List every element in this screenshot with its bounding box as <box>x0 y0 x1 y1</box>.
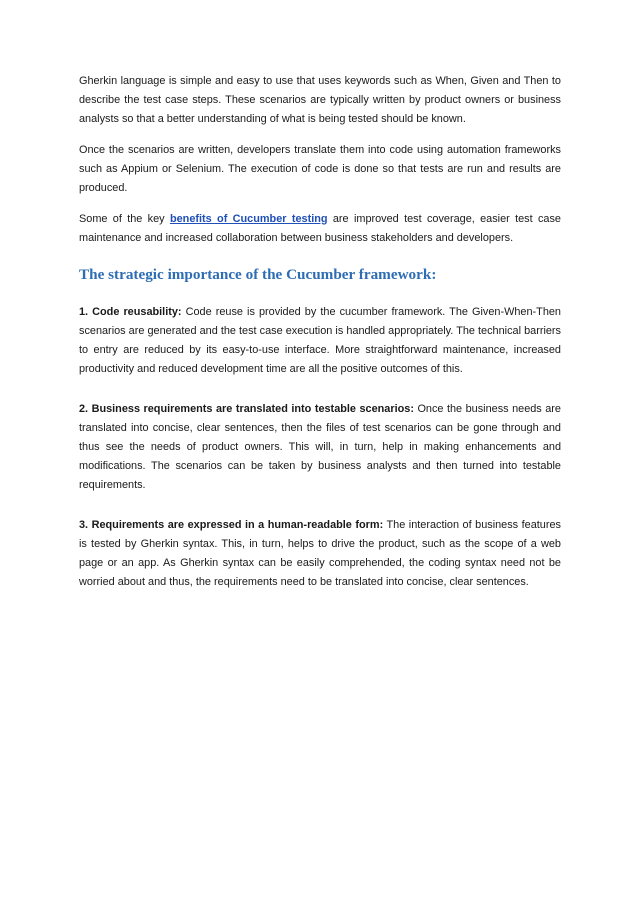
point-human-readable <box>79 516 561 592</box>
point-code-reusability <box>79 303 561 379</box>
point-lead: 1. Code reusability: <box>79 306 182 318</box>
benefits-text-before: Some of the key <box>79 213 170 225</box>
point-text: The interaction of business features is tested by Gherkin syntax. This, in turn, helps to drive the product, such as the scope of a web page or an app. As Gherkin syntax can be easily comprehended, the coding syntax need not be worried about and thus, the requirements need to be translated into concise, clear sentences. <box>79 519 561 588</box>
section-heading: The strategic importance of the Cucumber framework: <box>79 266 437 283</box>
point-business-requirements <box>79 400 561 495</box>
intro-paragraph-gherkin: Gherkin language is simple and easy to use that uses keywords such as When, Given and Then to describe the test case steps. These scenarios are typically written by product owners or business analysts so that a better understanding of what is being tested should be known. <box>79 75 561 125</box>
intro-paragraph-scenarios: Once the scenarios are written, developers translate them into code using automation frameworks such as Appium or Selenium. The execution of code is done so that tests are run and results are produced. <box>79 144 561 194</box>
document-page <box>79 72 561 613</box>
benefits-text-after: are improved test coverage, easier test case maintenance and increased collaboration between business stakeholders and developers. <box>79 213 561 244</box>
intro-paragraph-benefits <box>79 210 561 248</box>
point-text: Code reuse is provided by the cucumber framework. The Given-When-Then scenarios are generated and the test case execution is handled appropriately. The technical barriers to entry are reduced by its easy-to-use interface. More straightforward maintenance, increased productivity and reduced development time are all the positive outcomes of this. <box>79 306 561 375</box>
benefits-link[interactable]: benefits of Cucumber testing <box>169 213 328 225</box>
point-lead: 3. Requirements are expressed in a human-readable form: <box>79 519 384 531</box>
point-text: Once the business needs are translated into concise, clear sentences, then the files of test scenarios can be gone through and thus see the needs of product owners. This will, in turn, help in making enhancements and modifications. The scenarios can be taken by business analysts and then turned into testable requirements. <box>79 403 561 491</box>
point-lead: 2. Business requirements are translated into testable scenarios: <box>79 403 414 415</box>
